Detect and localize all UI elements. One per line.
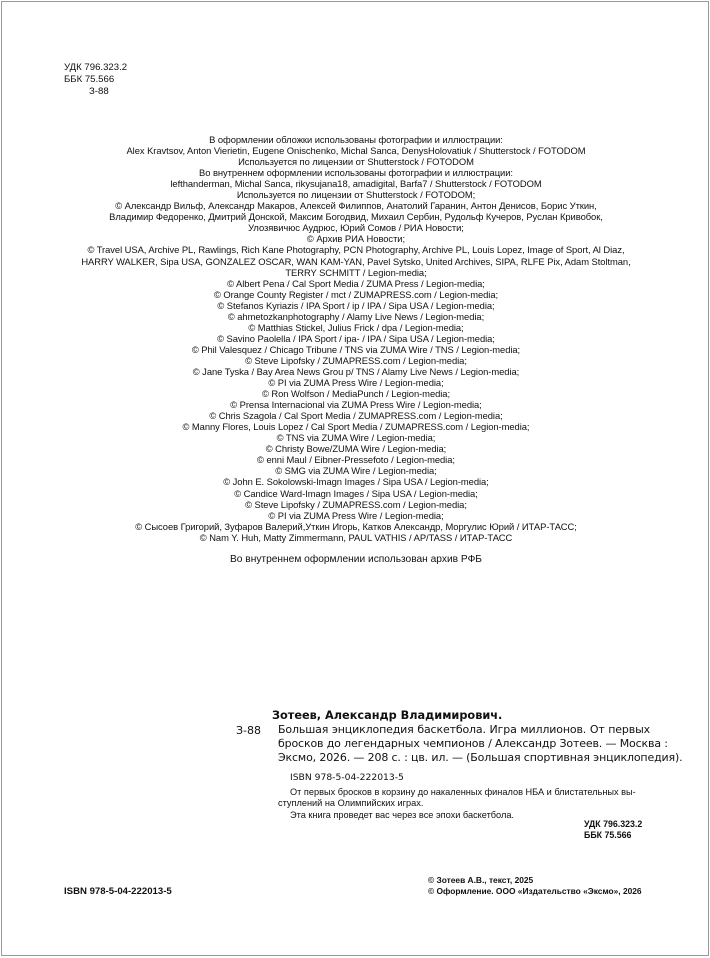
credit-line: Используется по лицензии от Shutterstock / FOTODOM [238, 156, 474, 168]
credit-line: © PI via ZUMA Press Wire / Legion-media; [268, 509, 444, 521]
annotation-line: ступлений на Олимпийских играх. [278, 798, 424, 809]
credit-line: © Ron Wolfson / MediaPunch / Legion-media; [261, 388, 451, 400]
credit-line: Alex Kravtsov, Anton Vierietin, Eugene Onischenko, Michal Sanca, DenysHolovatiuk / Shutterstock / FOTODOM [126, 145, 586, 157]
credit-line: © ahmetozkanphotography / Alamy Live News / Legion-media; [227, 310, 485, 322]
isbn-main: ISBN 978-5-04-222013-5 [64, 886, 172, 897]
credit-line: © TNS via ZUMA Wire / Legion-media; [276, 432, 436, 444]
credit-line: © Savino Paolella / IPA Sport / ipa- / IPA / Sipa USA / Legion-media; [217, 332, 495, 344]
annotation-line: Эта книга проведет вас через все эпохи баскетбола. [290, 809, 514, 820]
credit-line: © Manny Flores, Louis Lopez / Cal Sport Media / ZUMAPRESS.com / Legion-media; [182, 421, 530, 433]
copyright-line: © Зотеев А.В., текст, 2025 [428, 875, 534, 885]
credit-line: Улозявичюс Аудрюс, Юрий Сомов / РИА Новости; [248, 222, 464, 234]
credit-line: © SMG via ZUMA Wire / Legion-media; [275, 465, 437, 477]
annotation [272, 787, 648, 821]
credit-line: © Архив РИА Новости; [306, 233, 406, 245]
copyright-line: © Оформление. ООО «Издательство «Эксмо», 2026 [428, 886, 642, 897]
archive-note: Во внутреннем оформлении использован архив РФБ [230, 554, 482, 565]
bbk-code: ББК 75.566 [64, 74, 115, 86]
credit-line: © enni Maul / Eibner-Pressefoto / Legion-media; [257, 454, 455, 466]
classification-bottom [584, 819, 642, 841]
credit-line: © Matthias Stickel, Julius Frick / dpa / Legion-media; [248, 321, 464, 333]
author-heading: Зотеев, Александр Владимирович. [272, 709, 503, 722]
credit-line: lefthanderman, Michal Sanca, rikysujana18, amadigital, Barfa7 / Shutterstock / FOTODOM [170, 178, 542, 190]
credit-line: Владимир Федоренко, Дмитрий Донской, Максим Богодвид, Михаил Сербин, Рудольф Кучеров, Руслан Кривобок, [109, 211, 603, 223]
classification-top [64, 62, 127, 99]
photo-credits [32, 134, 680, 543]
credit-line: © Nam Y. Huh, Matty Zimmermann, PAUL VATHIS / AP/TASS / ИТАР-ТАСС [199, 531, 513, 543]
credit-line: Во внутреннем оформлении использованы фотографии и иллюстрации: [199, 167, 513, 179]
imprint-page [1, 1, 709, 956]
credit-line: © Александр Вильф, Александр Макаров, Алексей Филиппов, Анатолий Гаранин, Антон Денисов, Борис Уткин, [115, 200, 597, 212]
credit-line: © Steve Lipofsky / ZUMAPRESS.com / Legion-media; [245, 354, 467, 366]
credit-line: © PI via ZUMA Press Wire / Legion-media; [268, 377, 444, 389]
author-sign-code: З-88 [89, 86, 109, 98]
bibliographic-description [272, 723, 683, 766]
udk-code: УДК 796.323.2 [584, 819, 643, 829]
credit-line: © Сысоев Григорий, Зуфаров Валерий,Уткин Игорь, Катков Александр, Моргулис Юрий / ИТАР-ТАСС; [135, 520, 577, 532]
credit-line: © John E. Sokolowski-Imagn Images / Sipa USA / Legion-media; [223, 476, 489, 488]
credit-line: В оформлении обложки использованы фотографии и иллюстрации: [209, 134, 503, 145]
bibliographic-code: З-88 [236, 724, 262, 737]
bbk-code: ББК 75.566 [584, 830, 632, 840]
credit-line: © Steve Lipofsky / ZUMAPRESS.com / Legion-media; [245, 498, 467, 510]
credit-line: © Orange County Register / mct / ZUMAPRESS.com / Legion-media; [213, 288, 499, 300]
description-line: Эксмо, 2026. — 208 с. : цв. ил. — (Большая спортивная энциклопедия). [278, 751, 683, 765]
credit-line: Используется по лицензии от Shutterstock / FOTODOM; [236, 189, 476, 201]
credit-line: HARRY WALKER, Sipa USA, GONZALEZ OSCAR, WAN KAM-YAN, Pavel Sytsko, United Archives, SIPA, RLFE Pix, Adam Stoltman, [81, 255, 631, 267]
credit-line: © Travel USA, Archive PL, Rawlings, Rich Kane Photography, PCN Photography, Archive PL, Louis Lopez, Image of Sport, Al Diaz, [87, 244, 625, 256]
credit-line: © Chris Szagola / Cal Sport Media / ZUMAPRESS.com / Legion-media; [209, 410, 503, 422]
credit-line: © Jane Tyska / Bay Area News Grou p/ TNS / Alamy Live News / Legion-media; [192, 365, 520, 377]
annotation-line: От первых бросков в корзину до накаленных финалов НБА и блистательных вы- [290, 787, 636, 797]
credit-line: TERRY SCHMITT / Legion-media; [285, 266, 427, 278]
credit-line: © Stefanos Kyriazis / IPA Sport / ip / IPA / Sipa USA / Legion-media; [217, 299, 495, 311]
credit-line: © Candice Ward-Imagn Images / Sipa USA / Legion-media; [234, 487, 478, 499]
bibliographic-record [272, 709, 683, 783]
record-isbn: ISBN 978-5-04-222013-5 [290, 771, 404, 783]
credit-line: © Phil Valesquez / Chicago Tribune / TNS via ZUMA Wire / TNS / Legion-media; [191, 343, 521, 355]
udk-code: УДК 796.323.2 [64, 62, 128, 73]
copyright-block [428, 875, 642, 898]
description-line: бросков до легендарных чемпионов / Александр Зотеев. — Москва : [278, 737, 668, 751]
credit-line: © Albert Pena / Cal Sport Media / ZUMA Press / Legion-media; [227, 277, 485, 289]
credit-line: © Prensa Internacional via ZUMA Press Wire / Legion-media; [230, 399, 482, 411]
description-line: Большая энциклопедия баскетбола. Игра миллионов. От первых [278, 723, 650, 736]
credit-line: © Christy Bowe/ZUMA Wire / Legion-media; [265, 443, 447, 455]
